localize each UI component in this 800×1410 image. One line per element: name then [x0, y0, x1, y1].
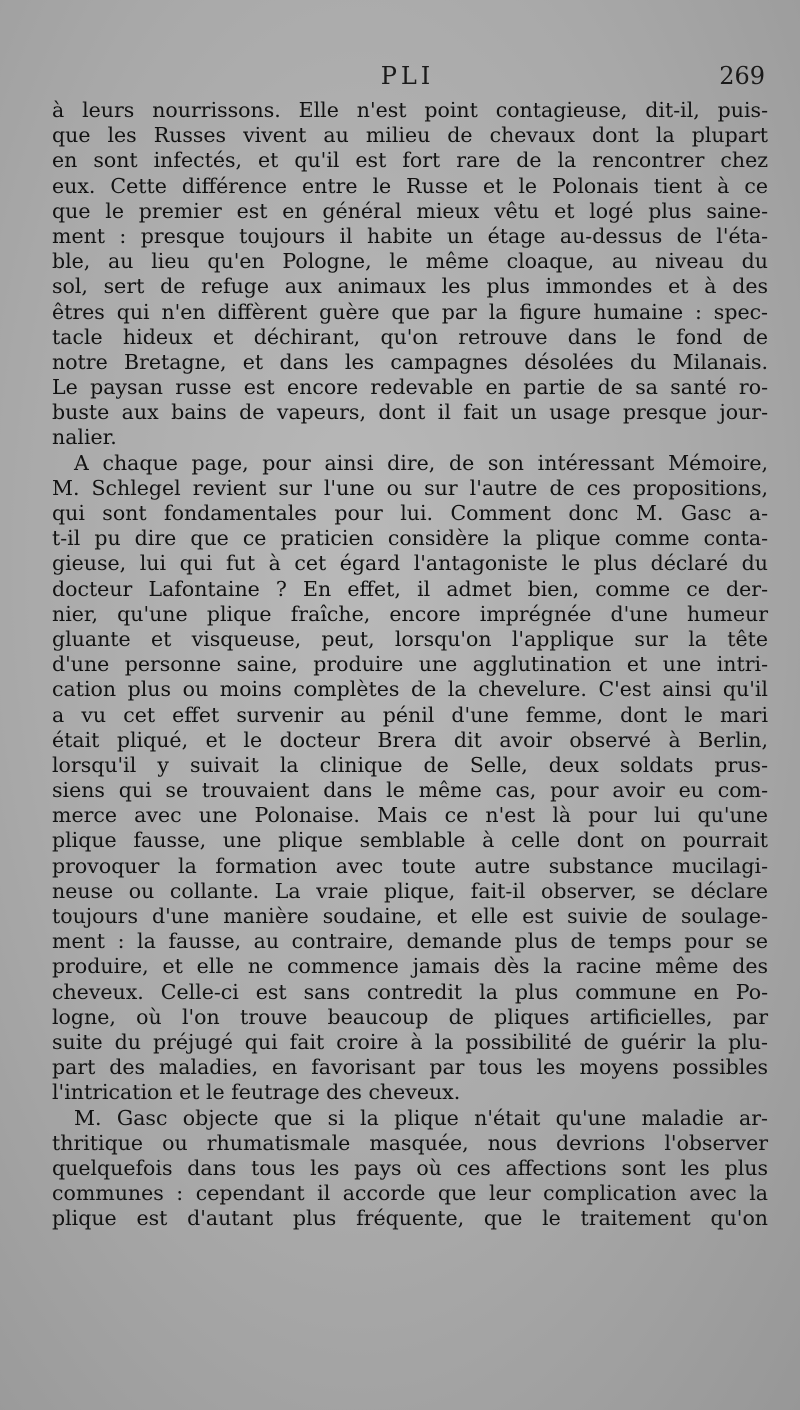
text-line: buste aux bains de vapeurs, dont il fait un usage presque jour-	[52, 400, 768, 425]
text-line: nier, qu'une plique fraîche, encore imprégnée d'une humeur	[52, 601, 768, 626]
text-line: êtres qui n'en diffèrent guère que par la figure humaine : spec-	[52, 299, 768, 324]
running-head	[50, 62, 765, 92]
text-line: notre Bretagne, et dans les campagnes désolées du Milanais.	[52, 349, 768, 374]
text-line: cation plus ou moins complètes de la chevelure. C'est ainsi qu'il	[52, 677, 768, 702]
text-line: gieuse, lui qui fut à cet égard l'antagoniste le plus déclaré du	[52, 551, 768, 576]
text-line: t-il pu dire que ce praticien considère la plique comme conta-	[52, 526, 768, 551]
text-line: plique fausse, une plique semblable à celle dont on pourrait	[52, 828, 768, 853]
text-line: que le premier est en général mieux vêtu et logé plus saine-	[52, 198, 768, 223]
text-line: eux. Cette différence entre le Russe et le Polonais tient à ce	[52, 173, 768, 198]
text-line: neuse ou collante. La vraie plique, fait-il observer, se déclare	[52, 878, 768, 903]
text-line: M. Schlegel revient sur l'une ou sur l'autre de ces propositions,	[52, 475, 768, 500]
body-text	[52, 98, 768, 1231]
paragraph	[52, 98, 768, 451]
paragraph	[52, 1106, 768, 1232]
text-line: plique est d'autant plus fréquente, que le traitement qu'on	[52, 1206, 768, 1231]
text-line: toujours d'une manière soudaine, et elle est suivie de soulage-	[52, 904, 768, 928]
text-line: cheveux. Celle-ci est sans contredit la plus commune en Po-	[52, 979, 768, 1004]
text-line: en sont infectés, et qu'il est fort rare de la rencontrer chez	[52, 148, 768, 173]
text-line: Le paysan russe est encore redevable en partie de sa santé ro-	[52, 375, 768, 400]
text-line: a vu cet effet survenir au pénil d'une femme, dont le mari	[52, 702, 768, 727]
text-line: qui sont fondamentales pour lui. Comment donc M. Gasc a-	[52, 501, 768, 525]
text-line: ment : presque toujours il habite un étage au-dessus de l'éta-	[52, 223, 768, 248]
text-line: provoquer la formation avec toute autre substance mucilagi-	[52, 853, 768, 878]
text-line: ble, au lieu qu'en Pologne, le même cloaque, au niveau du	[52, 249, 768, 274]
text-line: sol, sert de refuge aux animaux les plus immondes et à des	[52, 274, 768, 299]
text-line: produire, et elle ne commence jamais dès la racine même des	[52, 954, 768, 979]
text-line: siens qui se trouvaient dans le même cas, pour avoir eu com-	[52, 778, 768, 803]
text-line: suite du préjugé qui fait croire à la possibilité de guérir la plu-	[52, 1029, 768, 1054]
text-line: part des maladies, en favorisant par tous les moyens possibles	[52, 1055, 768, 1080]
page-number: 269	[719, 62, 765, 90]
text-line: l'intrication et le feutrage des cheveux.	[52, 1080, 461, 1105]
text-line: quelquefois dans tous les pays où ces affections sont les plus	[52, 1155, 768, 1180]
text-line: thritique ou rhumatismale masquée, nous devrions l'observer	[52, 1130, 768, 1155]
text-line: que les Russes vivent au milieu de chevaux dont la plupart	[52, 123, 768, 148]
text-line: ment : la fausse, au contraire, demande plus de temps pour se	[52, 929, 768, 954]
text-line: docteur Lafontaine ? En effet, il admet bien, comme ce der-	[52, 576, 768, 601]
text-line: nalier.	[52, 425, 117, 450]
text-line: à leurs nourrissons. Elle n'est point contagieuse, dit-il, puis-	[52, 98, 768, 122]
text-line: logne, où l'on trouve beaucoup de pliques artificielles, par	[52, 1004, 768, 1029]
text-line: merce avec une Polonaise. Mais ce n'est là pour lui qu'une	[52, 803, 768, 828]
text-line: M. Gasc objecte que si la plique n'était qu'une maladie ar-	[74, 1105, 768, 1130]
text-line: communes : cependant il accorde que leur complication avec la	[52, 1181, 768, 1206]
running-title: PLI	[380, 62, 435, 90]
text-line: tacle hideux et déchirant, qu'on retrouve dans le fond de	[52, 324, 768, 349]
text-line: gluante et visqueuse, peut, lorsqu'on l'applique sur la tête	[52, 626, 768, 651]
text-line: était pliqué, et le docteur Brera dit avoir observé à Berlin,	[52, 727, 768, 752]
text-line: lorsqu'il y suivait la clinique de Selle, deux soldats prus-	[52, 752, 768, 777]
text-line: A chaque page, pour ainsi dire, de son intéressant Mémoire,	[74, 450, 768, 475]
paragraph	[52, 451, 768, 1106]
text-line: d'une personne saine, produire une agglutination et une intri-	[52, 652, 768, 677]
